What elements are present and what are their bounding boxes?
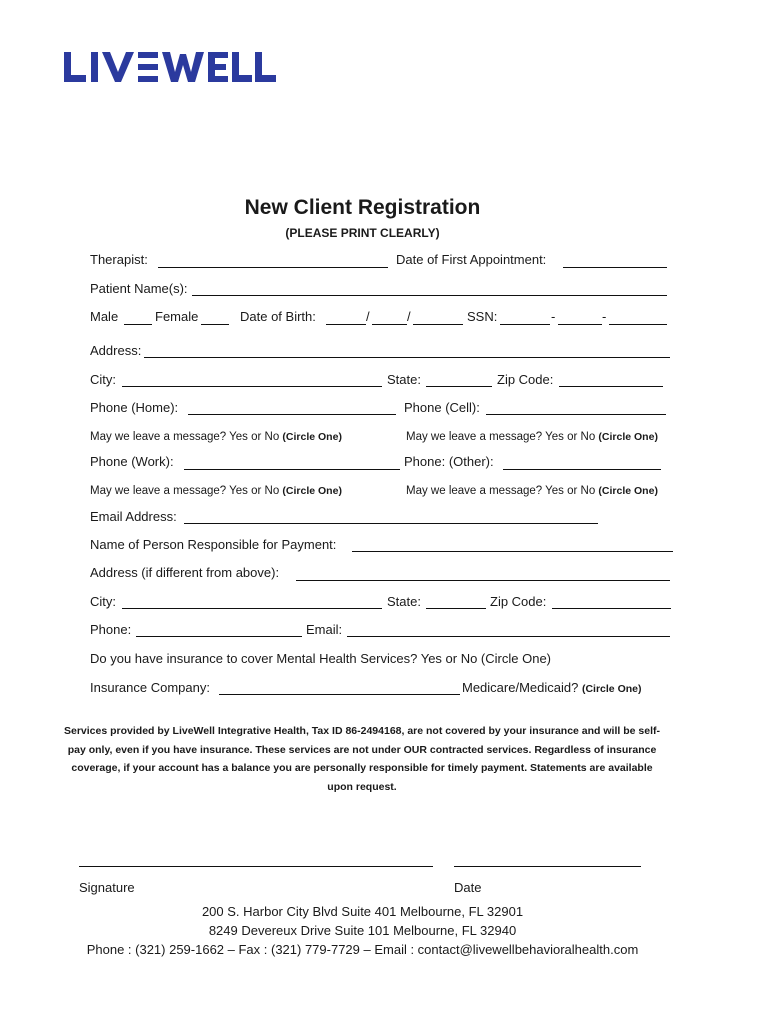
insurance-question: Do you have insurance to cover Mental Health Services? Yes or No (Circle One) bbox=[90, 651, 551, 666]
city-label-2: City: bbox=[90, 594, 116, 609]
phone-work-field[interactable] bbox=[184, 469, 400, 470]
address-different-field[interactable] bbox=[296, 580, 670, 581]
message-question-text: May we leave a message? Yes or No bbox=[406, 485, 596, 497]
date-field[interactable] bbox=[454, 866, 641, 867]
message-question-other bbox=[406, 483, 658, 499]
circle-one-note: (Circle One) bbox=[282, 485, 342, 497]
phone-home-field[interactable] bbox=[188, 414, 396, 415]
medicare-text: Medicare/Medicaid? bbox=[462, 680, 579, 695]
message-question-text: May we leave a message? Yes or No bbox=[406, 431, 596, 443]
first-appointment-field[interactable] bbox=[563, 267, 667, 268]
male-label: Male bbox=[90, 309, 119, 324]
responsible-field[interactable] bbox=[352, 551, 673, 552]
medicare-label bbox=[462, 680, 641, 697]
ssn-dash: - bbox=[602, 309, 607, 324]
ssn-dash: - bbox=[551, 309, 556, 324]
footer-address-2: 8249 Devereux Drive Suite 101 Melbourne, FL 32940 bbox=[208, 923, 517, 938]
email-address-field[interactable] bbox=[184, 523, 598, 524]
phone-label-2: Phone: bbox=[90, 622, 132, 637]
state-label: State: bbox=[387, 372, 421, 387]
male-field[interactable] bbox=[124, 324, 152, 325]
state-label-2: State: bbox=[387, 594, 421, 609]
ssn-part1-field[interactable] bbox=[500, 324, 550, 325]
message-question-work bbox=[90, 483, 342, 499]
state-field-2[interactable] bbox=[426, 608, 486, 609]
first-appointment-label: Date of First Appointment: bbox=[396, 252, 547, 267]
insurance-company-field[interactable] bbox=[219, 694, 460, 695]
dob-slash: / bbox=[366, 309, 370, 324]
ssn-part2-field[interactable] bbox=[558, 324, 602, 325]
page-title: New Client Registration bbox=[244, 196, 481, 219]
address-different-label: Address (if different from above): bbox=[90, 565, 280, 580]
email-field-2[interactable] bbox=[347, 636, 670, 637]
therapist-field[interactable] bbox=[158, 267, 388, 268]
ssn-part3-field[interactable] bbox=[609, 324, 667, 325]
patient-names-label: Patient Name(s): bbox=[90, 281, 188, 296]
address-field[interactable] bbox=[144, 357, 670, 358]
email-label-2: Email: bbox=[306, 622, 343, 637]
zip-label-2: Zip Code: bbox=[490, 594, 547, 609]
page-subtitle: (PLEASE PRINT CLEARLY) bbox=[285, 226, 440, 240]
city-label: City: bbox=[90, 372, 116, 387]
dob-year-field[interactable] bbox=[413, 324, 463, 325]
phone-cell-label: Phone (Cell): bbox=[404, 400, 480, 415]
dob-month-field[interactable] bbox=[326, 324, 366, 325]
patient-names-field[interactable] bbox=[192, 295, 667, 296]
dob-slash: / bbox=[407, 309, 411, 324]
date-label: Date bbox=[454, 880, 482, 895]
message-question-text: May we leave a message? Yes or No bbox=[90, 485, 280, 497]
female-field[interactable] bbox=[201, 324, 229, 325]
phone-cell-field[interactable] bbox=[486, 414, 666, 415]
female-label: Female bbox=[155, 309, 199, 324]
livewell-logo bbox=[64, 48, 276, 86]
payment-notice: Services provided by LiveWell Integrative Health, Tax ID 86-2494168, are not covered by your insurance and will be self-pay only, even if you have insurance. These services are not under OUR contracted services. Regardless of insurance coverage, if your account has a balance you are personally responsible for timely payment. Statements are available upon request. bbox=[63, 725, 660, 793]
phone-field-2[interactable] bbox=[136, 636, 302, 637]
address-label: Address: bbox=[90, 343, 142, 358]
footer-contact: Phone : (321) 259-1662 – Fax : (321) 779-7729 – Email : contact@livewellbehavioralhealth.com bbox=[86, 942, 639, 957]
livewell-logo-mark bbox=[64, 48, 276, 86]
circle-one-note: (Circle One) bbox=[598, 431, 658, 443]
phone-other-field[interactable] bbox=[503, 469, 661, 470]
insurance-company-label: Insurance Company: bbox=[90, 680, 210, 695]
city-field[interactable] bbox=[122, 386, 382, 387]
message-question-cell bbox=[406, 429, 658, 445]
signature-label: Signature bbox=[79, 880, 135, 895]
city-field-2[interactable] bbox=[122, 608, 382, 609]
phone-work-label: Phone (Work): bbox=[90, 454, 174, 469]
dob-label: Date of Birth: bbox=[240, 309, 316, 324]
responsible-label: Name of Person Responsible for Payment: bbox=[90, 537, 337, 552]
zip-field-2[interactable] bbox=[552, 608, 671, 609]
phone-other-label: Phone: (Other): bbox=[404, 454, 494, 469]
circle-one-note: (Circle One) bbox=[282, 431, 342, 443]
footer-address-1: 200 S. Harbor City Blvd Suite 401 Melbourne, FL 32901 bbox=[201, 904, 524, 919]
zip-field[interactable] bbox=[559, 386, 663, 387]
ssn-label: SSN: bbox=[467, 309, 498, 324]
therapist-label: Therapist: bbox=[90, 252, 148, 267]
dob-day-field[interactable] bbox=[372, 324, 407, 325]
phone-home-label: Phone (Home): bbox=[90, 400, 179, 415]
circle-one-note: (Circle One) bbox=[581, 683, 642, 695]
message-question-text: May we leave a message? Yes or No bbox=[90, 431, 280, 443]
circle-one-note: (Circle One) bbox=[598, 485, 658, 497]
email-address-label: Email Address: bbox=[90, 509, 177, 524]
message-question-home bbox=[90, 429, 342, 445]
zip-label: Zip Code: bbox=[497, 372, 554, 387]
state-field[interactable] bbox=[426, 386, 492, 387]
signature-field[interactable] bbox=[79, 866, 433, 867]
